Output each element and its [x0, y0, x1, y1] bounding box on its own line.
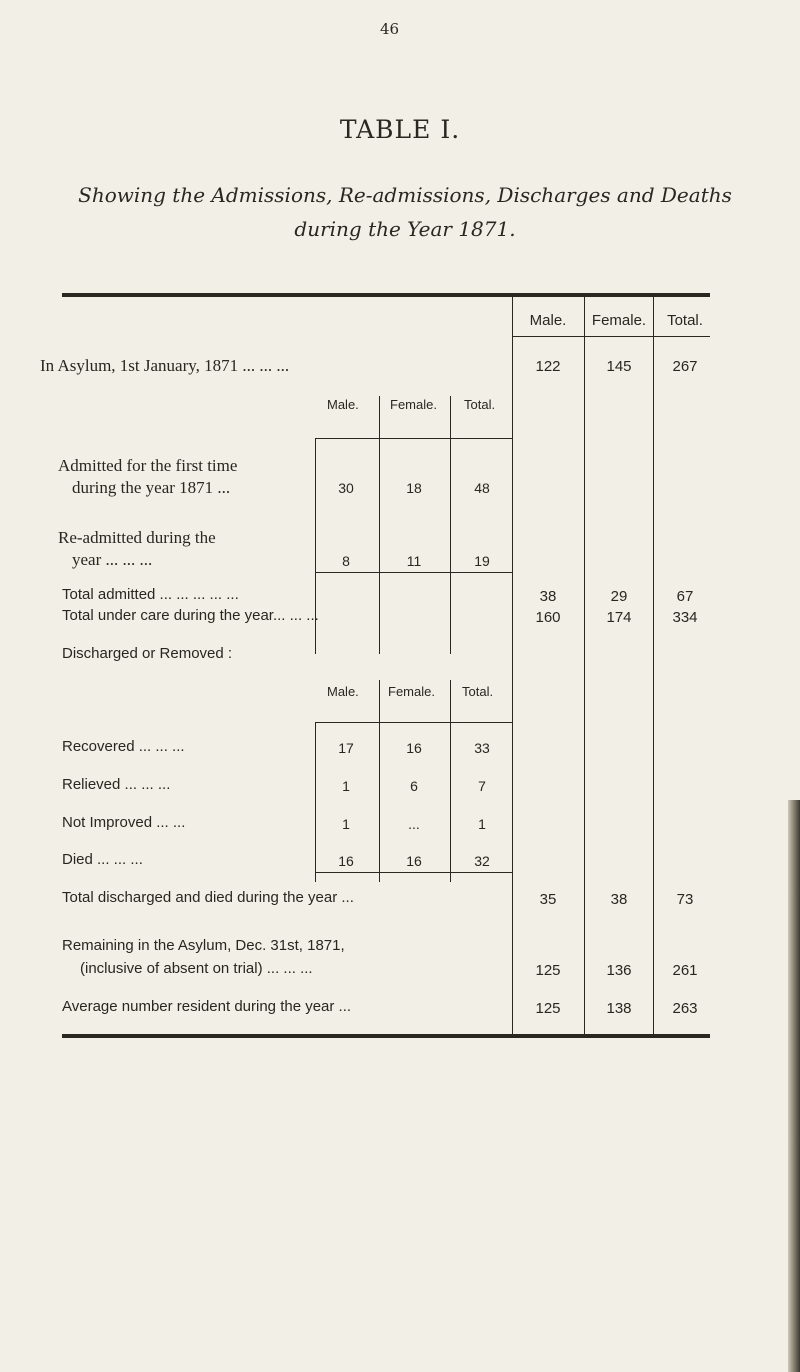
row-total-admitted-male: 38	[539, 588, 557, 605]
row-readmitted-label-2: year ... ... ...	[72, 550, 153, 569]
row-died-total: 32	[474, 853, 490, 869]
row-average-female: 138	[606, 1000, 632, 1017]
sub1-divider-1	[379, 396, 380, 654]
row-not-improved-male: 1	[342, 816, 350, 832]
sub2-header-female: Female.	[388, 684, 435, 699]
header-total: Total.	[667, 312, 703, 329]
sub2-header-total: Total.	[462, 684, 494, 699]
row-total-admitted-label: Total admitted ... ... ... ... ...	[62, 586, 239, 603]
row-readmitted-female: 11	[406, 553, 422, 569]
discharged-heading: Discharged or Removed :	[62, 645, 233, 662]
table-subtitle	[40, 178, 770, 246]
row-total-care-male: 160	[535, 609, 561, 626]
sub2-underline-b	[380, 722, 450, 723]
row-in-asylum-label: In Asylum, 1st January, 1871 ... ... ...	[40, 356, 290, 375]
row-total-admitted-female: 29	[610, 588, 628, 605]
col-divider-3	[653, 297, 654, 1034]
row-in-asylum-male: 122	[535, 358, 561, 375]
subtitle-line-1: Showing the Admissions, Re-admissions, Discharges and Deaths	[78, 183, 732, 207]
row-not-improved-total: 1	[478, 816, 486, 832]
row-readmitted-total: 19	[474, 553, 490, 569]
page-number: 46	[380, 20, 400, 38]
sub2-divider-1	[379, 680, 380, 882]
row-total-discharged-label: Total discharged and died during the year ...	[62, 889, 354, 906]
subtitle-line-2: during the Year 1871.	[294, 217, 516, 241]
row-average-male: 125	[535, 1000, 561, 1017]
row-total-discharged-male: 35	[539, 891, 557, 908]
sub1-bottom-rule	[315, 572, 513, 573]
header-underline	[512, 336, 710, 337]
row-admitted-male: 30	[338, 480, 354, 496]
col-divider-2	[584, 297, 585, 1034]
row-died-female: 16	[406, 853, 422, 869]
header-female: Female.	[591, 312, 647, 329]
sub2-header-male: Male.	[327, 684, 359, 699]
sub1-underline-c	[451, 438, 513, 439]
row-remaining-male: 125	[535, 962, 561, 979]
row-relieved-male: 1	[342, 778, 350, 794]
row-total-discharged-female: 38	[610, 891, 628, 908]
table-title: TABLE I.	[339, 115, 461, 144]
sub1-header-female: Female.	[390, 397, 437, 412]
row-in-asylum-female: 145	[606, 358, 632, 375]
row-remaining-total: 261	[672, 962, 698, 979]
row-admitted-label-2: during the year 1871 ...	[72, 478, 231, 497]
row-died-male: 16	[338, 853, 354, 869]
col-divider-1	[512, 297, 513, 1034]
row-died-label: Died ... ... ...	[62, 851, 143, 868]
row-total-care-label: Total under care during the year... ... ...	[62, 607, 319, 624]
sub2-underline-a	[316, 722, 379, 723]
sub1-underline-b	[380, 438, 450, 439]
row-total-care-female: 174	[606, 609, 632, 626]
row-admitted-female: 18	[406, 480, 422, 496]
row-remaining-female: 136	[606, 962, 632, 979]
sub2-bottom-rule	[315, 872, 513, 873]
row-relieved-female: 6	[410, 778, 418, 794]
row-relieved-label: Relieved ... ... ...	[62, 776, 171, 793]
table-top-rule	[62, 293, 710, 297]
row-admitted-label-1: Admitted for the first time	[58, 456, 238, 475]
row-not-improved-label: Not Improved ... ...	[62, 814, 186, 831]
row-total-care-total: 334	[672, 609, 698, 626]
sub1-underline-a	[316, 438, 379, 439]
row-readmitted-label-1: Re-admitted during the	[58, 528, 216, 547]
row-recovered-label: Recovered ... ... ...	[62, 738, 185, 755]
row-total-admitted-total: 67	[676, 588, 694, 605]
row-not-improved-female: ...	[408, 816, 420, 832]
row-recovered-total: 33	[474, 740, 490, 756]
row-remaining-label-1: Remaining in the Asylum, Dec. 31st, 1871,	[62, 937, 345, 954]
row-in-asylum-total: 267	[672, 358, 698, 375]
row-relieved-total: 7	[478, 778, 486, 794]
sub1-divider-2	[450, 396, 451, 654]
table-bottom-rule	[62, 1034, 710, 1038]
row-admitted-total: 48	[474, 480, 490, 496]
sub2-underline-c	[451, 722, 513, 723]
row-remaining-label-2: (inclusive of absent on trial) ... ... ...	[80, 960, 313, 977]
page-edge-shadow	[788, 800, 800, 1372]
row-average-total: 263	[672, 1000, 698, 1017]
sub1-header-male: Male.	[327, 397, 359, 412]
row-recovered-male: 17	[338, 740, 354, 756]
row-recovered-female: 16	[406, 740, 422, 756]
row-total-discharged-total: 73	[676, 891, 694, 908]
sub2-divider-2	[450, 680, 451, 882]
row-readmitted-male: 8	[342, 553, 350, 569]
row-average-label: Average number resident during the year ...	[62, 998, 352, 1015]
sub1-header-total: Total.	[464, 397, 496, 412]
header-male: Male.	[529, 312, 567, 329]
